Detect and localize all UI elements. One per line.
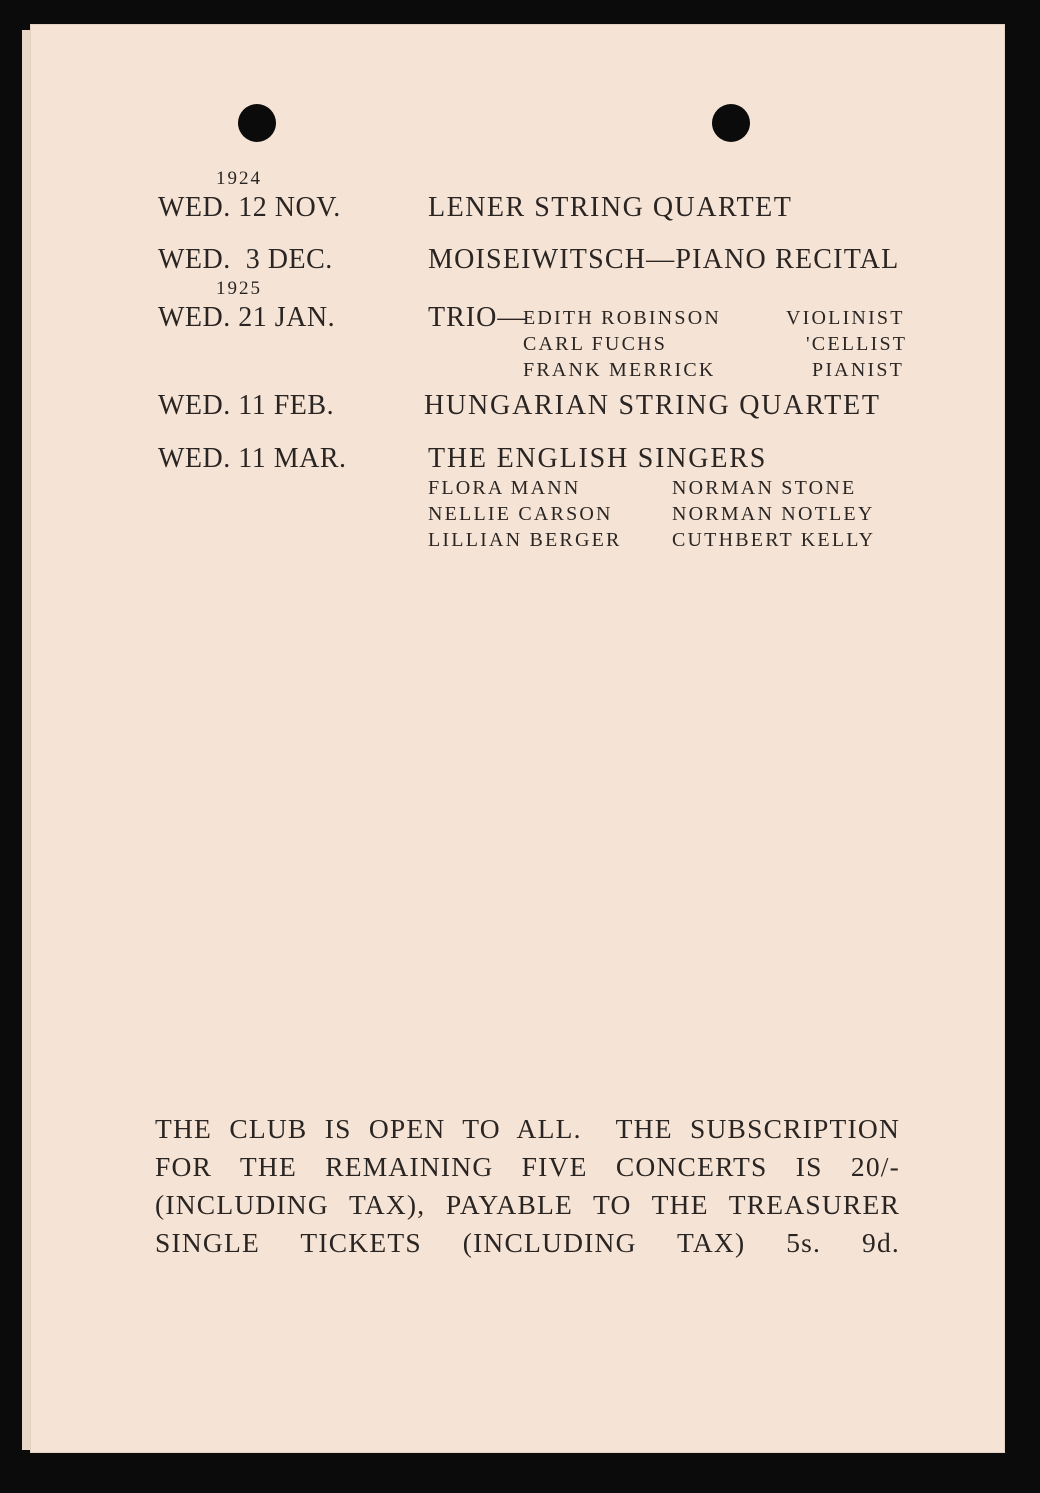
concert-date: WED. 12 NOV. — [158, 192, 341, 223]
performer-name: CARL FUCHS — [523, 333, 668, 355]
concert-event: MOISEIWITSCH—PIANO RECITAL — [428, 244, 900, 275]
punch-hole-right — [712, 104, 750, 142]
concert-date: WED. 21 JAN. — [158, 302, 336, 333]
footer-line: SINGLE TICKETS (INCLUDING TAX) 5s. 9d. — [155, 1227, 900, 1258]
performer-name: FRANK MERRICK — [523, 359, 716, 381]
year-1925: 1925 — [216, 278, 262, 299]
singer-name: LILLIAN BERGER — [428, 529, 622, 551]
singer-name: NELLIE CARSON — [428, 503, 613, 525]
footer-line: (INCLUDING TAX), PAYABLE TO THE TREASURER — [155, 1189, 900, 1220]
singer-name: FLORA MANN — [428, 477, 581, 499]
footer-line: FOR THE REMAINING FIVE CONCERTS IS 20/- — [155, 1151, 900, 1182]
concert-event: HUNGARIAN STRING QUARTET — [424, 390, 881, 421]
singer-name: NORMAN NOTLEY — [672, 503, 875, 525]
concert-event: THE ENGLISH SINGERS — [428, 443, 768, 474]
concert-date: WED. 3 DEC. — [158, 244, 333, 275]
performer-role: VIOLINIST — [786, 307, 905, 329]
singer-name: NORMAN STONE — [672, 477, 857, 499]
performer-role: PIANIST — [812, 359, 905, 381]
performer-role: 'CELLIST — [806, 333, 908, 355]
concert-date: WED. 11 FEB. — [158, 390, 335, 421]
concert-event: TRIO— — [428, 302, 527, 333]
year-1924: 1924 — [216, 168, 262, 189]
footer-line: THE CLUB IS OPEN TO ALL. THE SUBSCRIPTION — [155, 1113, 900, 1144]
concert-event: LENER STRING QUARTET — [428, 192, 793, 223]
singer-name: CUTHBERT KELLY — [672, 529, 876, 551]
performer-name: EDITH ROBINSON — [523, 307, 722, 329]
concert-date: WED. 11 MAR. — [158, 443, 347, 474]
punch-hole-left — [238, 104, 276, 142]
